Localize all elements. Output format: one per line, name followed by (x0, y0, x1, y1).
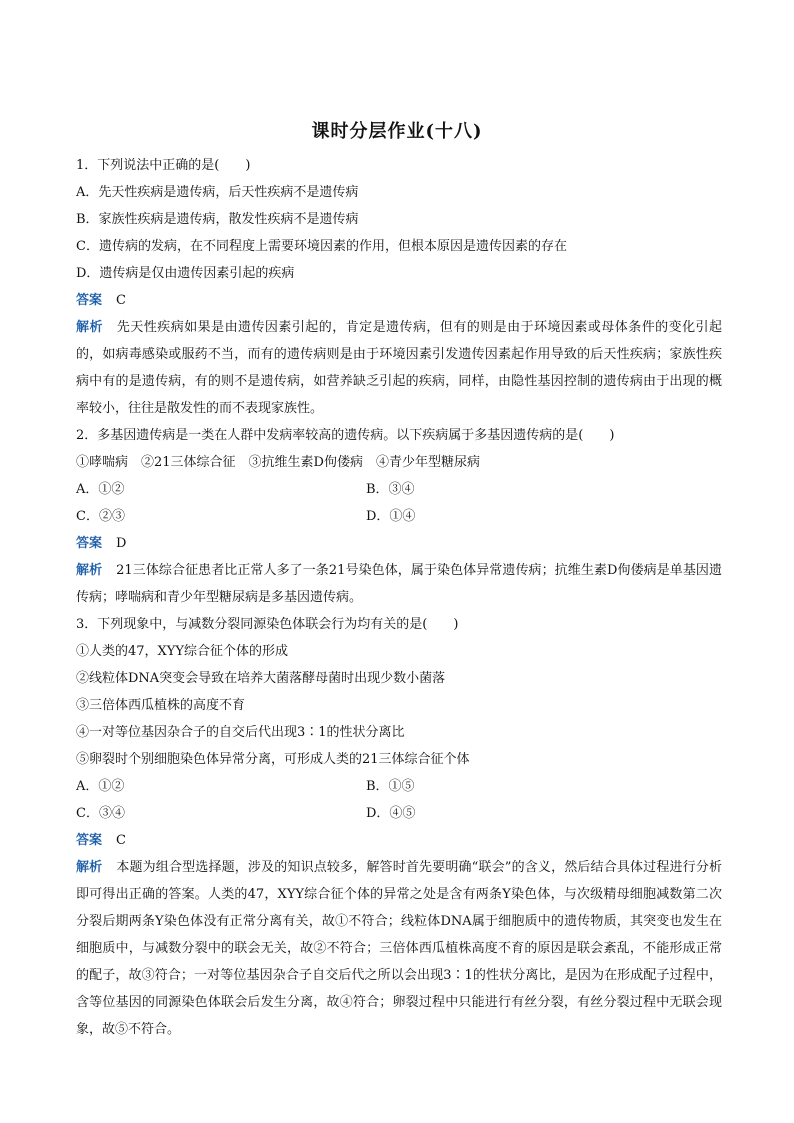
q3-option-b: B．①⑤ (366, 779, 415, 794)
q3-item-5: ⑤卵裂时个别细胞染色体异常分离，可形成人类的21三体综合征个体 (76, 752, 470, 767)
q3-item-4: ④一对等位基因杂合子的自交后代出现3∶1的性状分离比 (76, 725, 405, 740)
analysis-label: 解析 (76, 860, 103, 875)
q3-option-c: C．③④ (76, 806, 125, 821)
q3-analysis (76, 854, 722, 1043)
q3-answer-value: C (116, 833, 126, 848)
analysis-label: 解析 (76, 563, 103, 578)
answer-label: 答案 (76, 833, 103, 848)
q1-answer-value: C (116, 293, 126, 308)
q2-analysis-text: 21三体综合征患者比正常人多了一条21号染色体，属于染色体异常遗传病；抗维生素D佝偻病是单基因遗传病；哮喘病和青少年型糖尿病是多基因遗传病。 (76, 563, 722, 605)
q2-stem: 2．多基因遗传病是一类在人群中发病率较高的遗传病。以下疾病属于多基因遗传病的是( ) (76, 428, 615, 443)
q2-option-a: A．①② (76, 482, 125, 497)
q3-item-2: ②线粒体DNA突变会导致在培养大菌落酵母菌时出现少数小菌落 (76, 671, 446, 686)
q3-answer (76, 827, 722, 854)
q2-analysis (76, 557, 722, 611)
q1-answer (76, 287, 722, 314)
q3-item-1: ①人类的47，XYY综合征个体的形成 (76, 644, 288, 659)
q1-option-c: C．遗传病的发病，在不同程度上需要环境因素的作用，但根本原因是遗传因素的存在 (76, 239, 567, 254)
q2-options-row-2 (76, 503, 722, 530)
q3-analysis-text: 本题为组合型选择题，涉及的知识点较多，解答时首先要明确“联会”的含义，然后结合具体过程进行分析即可得出正确的答案。人类的47，XYY综合征个体的异常之处是含有两条Y染色体，与次级精母细胞减数第二次分裂后期两条Y染色体没有正常分离有关，故①不符合；线粒体DNA属于细胞质中的遗传物质，其突变也发生在细胞质中，与减数分裂中的联会无关，故②不符合；三倍体西瓜植株高度不育的原因是联会紊乱，不能形成正常的配子，故③符合；一对等位基因杂合子自交后代之所以会出现3∶1的性状分离比，是因为在形成配子过程中，含等位基因的同源染色体联会后发生分离，故④符合；卵裂过程中只能进行有丝分裂，有丝分裂过程中无联会现象，故⑤不符合。 (76, 860, 722, 1037)
q1-option-a: A．先天性疾病是遗传病，后天性疾病不是遗传病 (76, 185, 359, 200)
q3-item-3: ③三倍体西瓜植株的高度不育 (76, 698, 246, 713)
q1-analysis (76, 314, 722, 422)
q1-option-b: B．家族性疾病是遗传病，散发性疾病不是遗传病 (76, 212, 359, 227)
analysis-label: 解析 (76, 320, 103, 335)
q2-option-d: D．①④ (366, 509, 416, 524)
q3-options-row-1 (76, 773, 722, 800)
answer-label: 答案 (76, 293, 103, 308)
q2-answer (76, 530, 722, 557)
q3-option-a: A．①② (76, 779, 125, 794)
content (76, 152, 722, 1043)
q3-option-d: D．④⑤ (366, 806, 416, 821)
q2-items: ①哮喘病 ②21三体综合征 ③抗维生素D佝偻病 ④青少年型糖尿病 (76, 455, 480, 470)
answer-label: 答案 (76, 536, 103, 551)
q1-option-d: D．遗传病是仅由遗传因素引起的疾病 (76, 266, 295, 281)
q2-option-b: B．③④ (366, 482, 415, 497)
q1-stem: 1．下列说法中正确的是( ) (76, 158, 251, 173)
page-title: 课时分层作业(十八) (311, 121, 483, 142)
q2-option-c: C．②③ (76, 509, 125, 524)
q3-options-row-2 (76, 800, 722, 827)
q3-stem: 3．下列现象中，与减数分裂同源染色体联会行为均有关的是( ) (76, 617, 459, 632)
q2-answer-value: D (116, 536, 127, 551)
q1-analysis-text: 先天性疾病如果是由遗传因素引起的，肯定是遗传病，但有的则是由于环境因素或母体条件的变化引起的，如病毒感染或服药不当，而有的遗传病则是由于环境因素引发遗传因素起作用导致的后天性疾病；家族性疾病中有的是遗传病，有的则不是遗传病，如营养缺乏引起的疾病，同样，由隐性基因控制的遗传病由于出现的概率较小，往往是散发性的而不表现家族性。 (76, 320, 722, 416)
q2-options-row-1 (76, 476, 722, 503)
